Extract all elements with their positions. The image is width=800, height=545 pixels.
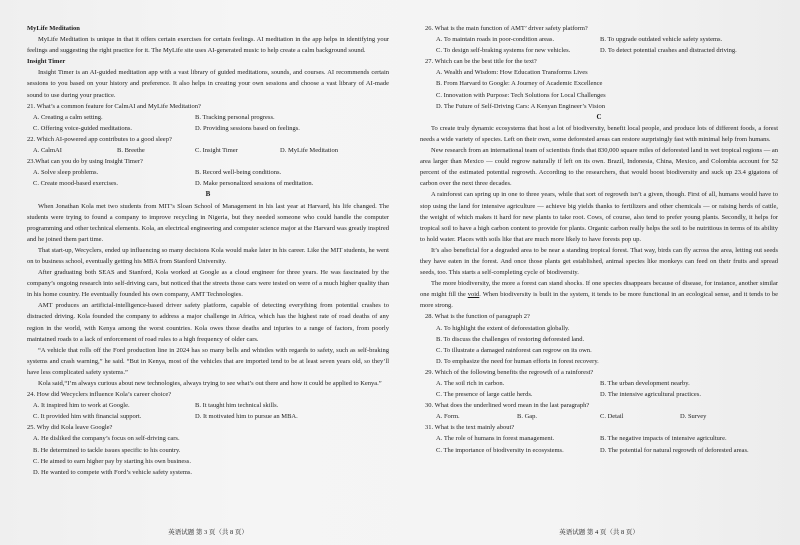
question-22-option-c: C. Insight Timer	[195, 147, 238, 155]
section-c-paragraph-5-after: . When biodiversity is built in the system, it tends to be more functional in an ecological sense, and it tends to be more strong.	[420, 291, 778, 310]
insight-timer-paragraph: Insight Timer is an AI-guided meditation app with a vast library of guided meditations, sounds, and courses. AI recommends certain sessions to you based on your history and preference. It also helps in creating your own sessions and choose a vast library of AI-made sound to use during your practice.	[27, 69, 389, 99]
section-b-paragraph-2: That start-up, Wecyclers, ended up influencing so many decisions Kola would make later in his career. Like the MIT students, he went on to business school, eventually getting his MBA from Stanford University.	[27, 246, 389, 265]
question-30-stem: 30. What does the underlined word mean in the last paragraph?	[425, 402, 590, 410]
question-27-option-b: B. From Harvard to Google: A Journey of Academic Excellence	[436, 80, 603, 88]
question-28-option-d: D. To emphasize the need for human efforts in forest recovery.	[436, 357, 599, 365]
right-page-footer: 英语试题 第 4 页（共 8 页）	[559, 529, 639, 536]
question-31-options	[420, 433, 778, 455]
question-29-options	[420, 378, 778, 400]
question-24-option-c: C. It provided him with financial support.	[33, 413, 142, 421]
section-c-paragraph-2: New research from an international team of scientists finds that 830,000 square miles of deforested land in wet tropical regions — an area larger than Mexico — could regrow naturally if left on its own. Brazil, Indonesia, China, Mexico, and Colombia account for 52 percent of the estimated potential regrowth. According to the researchers, that would boost biodiversity and suck up 23.4 gigatons of carbon over the next three decades.	[420, 147, 778, 188]
section-b-label: B	[205, 190, 211, 199]
question-21	[27, 101, 389, 134]
question-28-options	[420, 323, 778, 367]
question-28-option-b: B. To discuss the challenges of restoring deforested land.	[436, 335, 585, 343]
question-22-option-a: A. CalmAI	[33, 147, 62, 155]
question-26-stem: 26. What is the main function of AMT’ driver safety platform?	[425, 25, 588, 32]
question-27-option-c: C. Innovation with Purpose: Tech Solutions for Local Challenges	[436, 91, 606, 99]
section-c-paragraph-5	[420, 278, 778, 311]
question-31-option-a: A. The role of humans in forest management.	[436, 435, 555, 443]
section-b-paragraph-5: “A vehicle that rolls off the Ford production line in 2024 has so many bells and whistles with regards to safety, such as self-braking systems and crash warning,” he said. “But in Kenya, most of the vehicles that are imported tend to be at least seven years old, so they’ll have less complicated safety systems.”	[27, 346, 389, 376]
question-31	[420, 422, 778, 455]
question-29-option-b: B. The urban development nearby.	[600, 380, 690, 387]
question-21-option-a: A. Creating a calm setting.	[33, 113, 103, 121]
section-b-paragraph-3: After graduating both SEAS and Stanford, Kola worked at Google as a cloud engineer for three years. He was fascinated by the company’s ongoing research into self-driving cars, but noticed that the streets those cars were tested on were of a much higher quality than in his home country. He eventually founded his own company, AMT Technologies.	[27, 269, 389, 299]
question-29	[420, 367, 778, 400]
question-26-option-d: D. To detect potential crashes and distracted driving.	[600, 47, 737, 55]
question-26	[420, 23, 778, 56]
question-25-option-c: C. He aimed to earn higher pay by starting his own business.	[33, 457, 191, 465]
question-23-option-c: C. Create mood-based exercises.	[33, 180, 119, 188]
question-30-option-b: B. Gap.	[517, 413, 538, 421]
question-30-option-d: D. Survey	[680, 413, 707, 421]
section-c-paragraph-1: To create truly dynamic ecosystems that host a lot of biodiversity, benefit local people, and produce lots of different foods, a forest needs a wide variety of species. Left on their own, some deforested areas can restore surprisingly fast with minimal help from humans.	[420, 124, 778, 143]
question-23-option-d: D. Make personalized sessions of meditation.	[195, 180, 314, 188]
question-29-option-d: D. The intensive agricultural practices.	[600, 391, 701, 399]
question-25	[27, 422, 389, 477]
question-31-option-d: D. The potential for natural regrowth of deforested areas.	[600, 446, 749, 454]
question-21-options	[27, 112, 389, 134]
question-25-option-d: D. He wanted to compete with Ford’s vehicle safety systems.	[33, 468, 193, 476]
question-21-stem: 21. What’s a common feature for CalmAI and MyLife Meditation?	[27, 102, 201, 110]
question-24-option-d: D. It motivated him to pursue an MBA.	[195, 413, 298, 421]
question-28-option-c: C. To illustrate a damaged rainforest can regrow on its own.	[436, 346, 592, 354]
question-30-options	[420, 411, 778, 422]
question-25-stem: 25. Why did Kola leave Google?	[27, 424, 113, 432]
question-24-option-b: B. It taught him technical skills.	[195, 402, 279, 410]
question-22-option-b: B. Breethe	[117, 147, 145, 155]
question-29-stem: 29. Which of the following benefits the regrowth of a rainforest?	[425, 368, 594, 376]
question-23-option-b: B. Record well-being conditions.	[195, 169, 282, 177]
question-28-option-a: A. To highlight the extent of deforestation globally.	[436, 324, 570, 332]
question-25-option-a: A. He disliked the company’s focus on self-driving cars.	[33, 435, 180, 443]
question-25-options	[27, 433, 389, 477]
section-c-label: C	[596, 112, 602, 121]
question-27-stem: 27. Which can be the best title for the text?	[425, 58, 537, 66]
question-30-option-a: A. Form.	[436, 413, 460, 421]
question-22	[27, 134, 389, 156]
section-b-paragraph-6: Kola said,“I’m always curious about new technologies, always trying to see what’s out there and how it could be applied to Kenya.”	[38, 380, 382, 387]
question-30	[420, 400, 778, 422]
question-24-stem: 24. How did Wecyclers influence Kola’s career choice?	[27, 391, 172, 399]
section-c-paragraph-4: It’s also beneficial for a degraded area to be near a standing tropical forest. That way, birds can fly across the area, letting out seeds they have eaten in the forest. And once those plants get established, animal species like monkeys can feed on their fruits and spread seeds, too. This starts a self-completing cycle of biodiversity.	[420, 246, 778, 277]
question-26-option-a: A. To maintain roads in poor-condition areas.	[436, 36, 555, 44]
question-31-stem: 31. What is the text mainly about?	[425, 424, 515, 432]
section-c-paragraph-5-before: The more biodiversity, the more a forest can stand shocks. If one species disappears because of disease, for instance, another similar one might fill the	[420, 280, 778, 299]
question-24	[27, 389, 389, 422]
question-23-stem: 23.What can you do by using Insight Timer?	[27, 158, 143, 166]
question-27-option-a: A. Wealth and Wisdom: How Education Transforms Lives	[436, 69, 588, 77]
mylife-heading: MyLife Meditation	[27, 25, 80, 32]
question-23	[27, 156, 389, 189]
question-29-option-c: C. The presence of large cattle herds.	[436, 391, 533, 399]
section-b-paragraph-4: AMT produces an artificial-intelligence-based driver safety platform, capable of detecting everything from potential crashes to distracted driving. Kola founded the company to address a major challenge in Africa, which has the highest rate of road deaths of any region in the world, with Kenya among the worst countries. Kola owes those deaths and injuries to a range of factors, from poorly maintained roads to a lack of enforcement of road rules to a high frequency of older cars.	[27, 302, 389, 343]
question-29-option-a: A. The soil rich in carbon.	[436, 380, 505, 387]
question-31-option-c: C. The importance of biodiversity in ecosystems.	[436, 446, 564, 454]
question-26-option-c: C. To design self-braking systems for new vehicles.	[436, 47, 571, 55]
question-30-option-c: C. Detail	[600, 413, 624, 421]
section-c-paragraph-3: A rainforest can spring up in one to three years, while that sort of regrowth isn’t a given, though. First of all, humans would have to stop using the land for intensive agriculture — achieve big yields thanks to fertilizers and other chemicals — or raising herds of cattle, the weight of which makes it hard for new plants to take root. Cows, of course, also tend to prefer young plants. Secondly, it helps for tropical soil to have a high carbon content to provide for plants. Organic carbon really helps the soil to be nutritious in terms of its ability to hold water. Places with soils like that are much more likely to have forests pop up.	[420, 191, 778, 243]
question-31-option-b: B. The negative impacts of intensive agriculture.	[600, 435, 727, 443]
question-24-options	[27, 400, 389, 422]
question-28	[420, 311, 778, 366]
question-23-option-a: A. Solve sleep problems.	[33, 169, 99, 177]
question-28-stem: 28. What is the function of paragraph 2?	[425, 313, 530, 321]
question-26-option-b: B. To upgrade outdated vehicle safety systems.	[600, 36, 723, 44]
question-26-options	[420, 34, 778, 56]
question-27-option-d: D. The Future of Self-Driving Cars: A Kenyan Engineer’s Vision	[436, 102, 605, 110]
question-21-option-b: B. Tracking personal progress.	[195, 113, 275, 121]
left-page-column	[27, 23, 389, 478]
underlined-word: void	[467, 291, 480, 299]
insight-timer-heading: Insight Timer	[27, 58, 66, 66]
right-page-column	[420, 23, 778, 456]
question-22-option-d: D. MyLife Meditation	[280, 147, 338, 155]
question-21-option-d: D. Providing sessions based on feelings.	[195, 124, 300, 132]
question-27	[420, 56, 778, 111]
section-b-paragraph-1: When Jonathan Kola met two students from MIT’s Sloan School of Management in his last year at Harvard, his life changed. The students were trying to found a company to improve recycling in Nigeria, but they needed someone who could handle the computer programming and other technical elements. Kola, an electrical engineering and computer science major at the Harvard was greatly inspired and he joined them part time.	[27, 202, 389, 243]
question-22-stem: 22. Which AI-powered app contributes to a good sleep?	[27, 135, 172, 143]
left-page-footer: 英语试题 第 3 页（共 8 页）	[168, 529, 248, 536]
mylife-paragraph: MyLife Meditation is unique in that it offers certain exercises for certain feelings. AI meditation in the app helps in identifying your feelings and suggesting the right practice for it. The MyLife site uses AI-generated music to help create a calm background sound.	[27, 36, 389, 55]
question-25-option-b: B. He determined to tackle issues specific to his country.	[33, 446, 181, 454]
question-24-option-a: A. It inspired him to work at Google.	[33, 402, 130, 410]
question-23-options	[27, 167, 389, 189]
question-21-option-c: C. Offering voice-guided meditations.	[33, 124, 132, 132]
question-27-options	[420, 67, 778, 111]
question-22-options	[27, 145, 389, 156]
